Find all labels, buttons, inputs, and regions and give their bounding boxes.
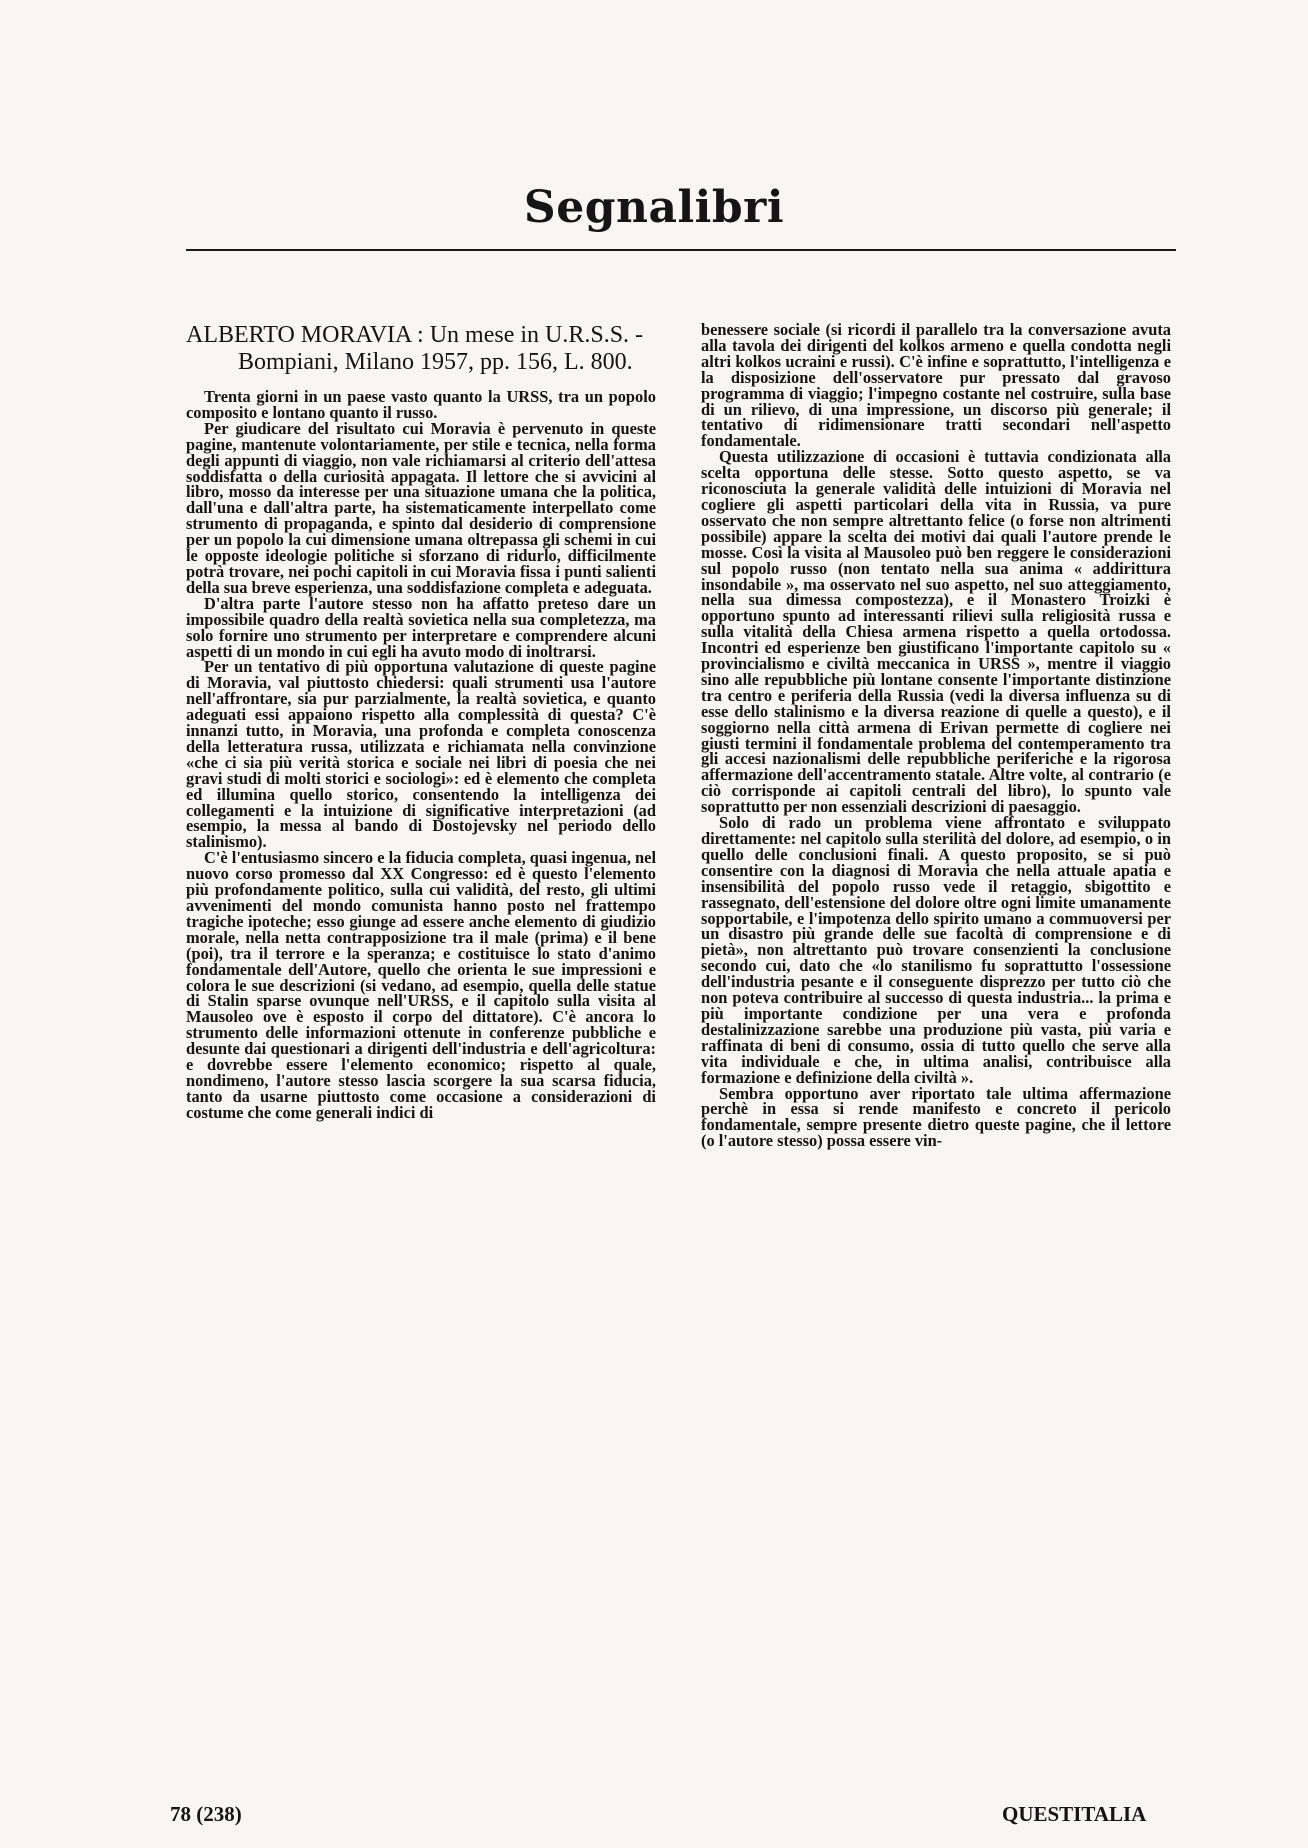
paragraph: D'altra parte l'autore stesso non ha affatto preteso dare un impossibile quadro della realtà sovietica nella sua completezza, ma solo fornire uno strumento per interpretare e comprendere alcuni aspetti di un mondo in cui egli ha avuto modo di inoltrarsi.	[186, 593, 656, 661]
paragraph: C'è l'entusiasmo sincero e la fiducia completa, quasi ingenua, nel nuovo corso promesso dal XX Congresso: ed è questo l'elemento più profondamente politico, sulla cui validità, del resto, gli ultimi avvenimenti del mondo comunista hanno posto nel frattempo tragiche ipoteche; esso giunge ad essere anche elemento di giudizio morale, nella netta contrapposizione tra il male (prima) e il bene (poi), tra il terrore e la speranza; e costituisce lo stato d'animo fondamentale dell'Autore, quello che orienta le sue impressioni e colora le sue descrizioni (si vedano, ad esempio, quella delle statue di Stalin sparse ovunque nell'URSS, e il capitolo sulla visita al Mausoleo ove è esposto il corpo del dittatore). C'è ancora lo strumento delle informazioni ottenute in conferenze pubbliche e desunte dai questionari a dirigenti dell'industria e dell'agricoltura: e dovrebbe essere l'elemento economico; rispetto al quale, nondimeno, l'autore stesso lascia scorgere la sua scarsa fiducia, tanto da usarne piuttosto come occasione a considerazioni di costume che come generali indici di	[186, 848, 656, 1122]
paragraph: Trenta giorni in un paese vasto quanto la URSS, tra un popolo composito e lontano quanto il russo.	[186, 387, 656, 422]
journal-name: QUESTITALIA	[1002, 1802, 1147, 1826]
right-column	[701, 322, 1171, 1722]
paragraph: Per un tentativo di più opportuna valutazione di queste pagine di Moravia, val piuttosto chiedersi: quali strumenti usa l'autore nell'affrontare, sia pur parzialmente, la realtà sovietica, e quanto adeguati essi appaiono rispetto alla complessità di questa? C'è innanzi tutto, in Moravia, una profonda e completa conoscenza della letteratura russa, utilizzata e richiamata nella convinzione «che ci sia più verità storica e sociale nei libri di poesia che nei gravi studi di molti storici e sociologi»: ed è elemento che completa ed illumina quello storico, consentendo la intelligenza dei collegamenti e la intuizione di significative interpretazioni (ad esempio, la messa al bando di Dostojevsky nel periodo dello stalinismo).	[186, 657, 656, 852]
review-heading: ALBERTO MORAVIA : Un mese in U.R.S.S. - Bompiani, Milano 1957, pp. 156, L. 800.	[186, 322, 644, 375]
paragraph: Sembra opportuno aver riportato tale ultima affermazione perchè in essa si rende manifesto e concreto il pericolo fondamentale, sempre presente dietro queste pagine, che il lettore (o l'autore stesso) possa essere vin-	[701, 1083, 1171, 1151]
paragraph: Questa utilizzazione di occasioni è tuttavia condizionata alla scelta opportuna delle stesse. Sotto questo aspetto, se va riconosciuta la generale validità delle intuizioni di Moravia nel cogliere gli aspetti particolari della vita in Russia, va pure osservato che non sempre altrettanto felice (o forse non altrimenti possibile) appare la scelta dei motivi dai quali l'autore prende le mosse. Così la visita al Mausoleo può ben reggere le considerazioni sul popolo russo (non tentato nella sua anima « addirittura insondabile », ma osservato nel suo aspetto, nel suo atteggiamento, nella sua dimessa compostezza), e il Monastero Troizki è opportuno spunto ad interessanti rilievi sulla religiosità russa e sulla vitalità della Chiesa armena rispetto a quella ortodossa. Incontri ed esperienze ben giustificano l'importante capitolo su « provincialismo e civiltà meccanica in URSS », mentre il viaggio sino alle repubbliche più lontane consente l'importante distinzione tra centro e periferia della Russia (vedi la diversa influenza su di esse dello stalinismo e la diversa reazione di quelle a questo), e il soggiorno nella città armena di Erivan permette di cogliere nei giusti termini il fondamentale problema del contemperamento tra gli accesi nazionalismi delle repubbliche periferiche e la rigorosa affermazione dell'accentramento statale. Altre volte, al contrario (e ciò corrisponde ai capitoli centrali del libro), lo spunto vale soprattutto per non essenziali descrizioni di paesaggio.	[701, 447, 1171, 817]
page-title: Segnalibri	[523, 182, 785, 233]
left-column	[186, 322, 656, 1722]
paragraph: Solo di rado un problema viene affrontato e sviluppato direttamente: nel capitolo sulla sterilità del dolore, ad esempio, o in quello delle conclusioni finali. A questo proposito, se si può consentire con la diagnosi di Moravia che nella attuale apatia e insensibilità del popolo russo vede il retaggio, sbigottito e rassegnato, dell'estensione del dolore oltre ogni limite umanamente sopportabile, e l'impotenza dello spirito umano a commuoversi per un disastro più grande delle sue facoltà di comprensione e di pietà», non altrettanto può trovare consenzienti la conclusione secondo cui, dato che «lo stanilismo fu soprattutto l'ossessione dell'industria pesante e il conseguente disprezzo per tutto ciò che non poteva contribuire al successo di questa industria... la prima e più importante condizione per una vera e profonda destalinizzazione sarebbe una produzione più vasta, più varia e raffinata di beni di consumo, ossia di tutto quello che serve alla vita individuale e che, in ultima analisi, contribuisce alla formazione e definizione della civiltà ».	[701, 813, 1171, 1087]
paragraph: Per giudicare del risultato cui Moravia è pervenuto in queste pagine, mantenute volontariamente, per stile e tecnica, nella forma degli appunti di viaggio, non vale richiamarsi al criterio dell'attesa soddisfatta o della curiosità appagata. Il lettore che si avvicini al libro, mosso da interesse per una situazione umana che la politica, dall'una e dall'altra parte, ha sistematicamente interpellato come strumento di propaganda, e spinto dal desiderio di comprensione per un popolo la cui dimensione umana oltrepassa gli schemi in cui le opposte ideologie politiche si sforzano di ridurlo, difficilmente potrà trovare, nei pochi capitoli in cui Moravia fissa i punti salienti della sua breve esperienza, una soddisfazione completa e adeguata.	[186, 418, 656, 597]
page-number: 78 (238)	[170, 1802, 242, 1826]
title-rule	[186, 249, 1176, 251]
paragraph: benessere sociale (si ricordi il parallelo tra la conversazione avuta alla tavola dei dirigenti del kolkos armeno e quella condotta negli altri kolkos ucraini e russi). C'è infine e soprattutto, l'intelligenza e la disposizione dell'osservatore pur pressato dal gravoso programma di viaggio; l'impegno costante nel costruire, sulla base di un rilievo, di una impressione, un discorso più generale; il tentativo di ridimensionare tratti secondari nell'aspetto fondamentale.	[701, 322, 1171, 451]
